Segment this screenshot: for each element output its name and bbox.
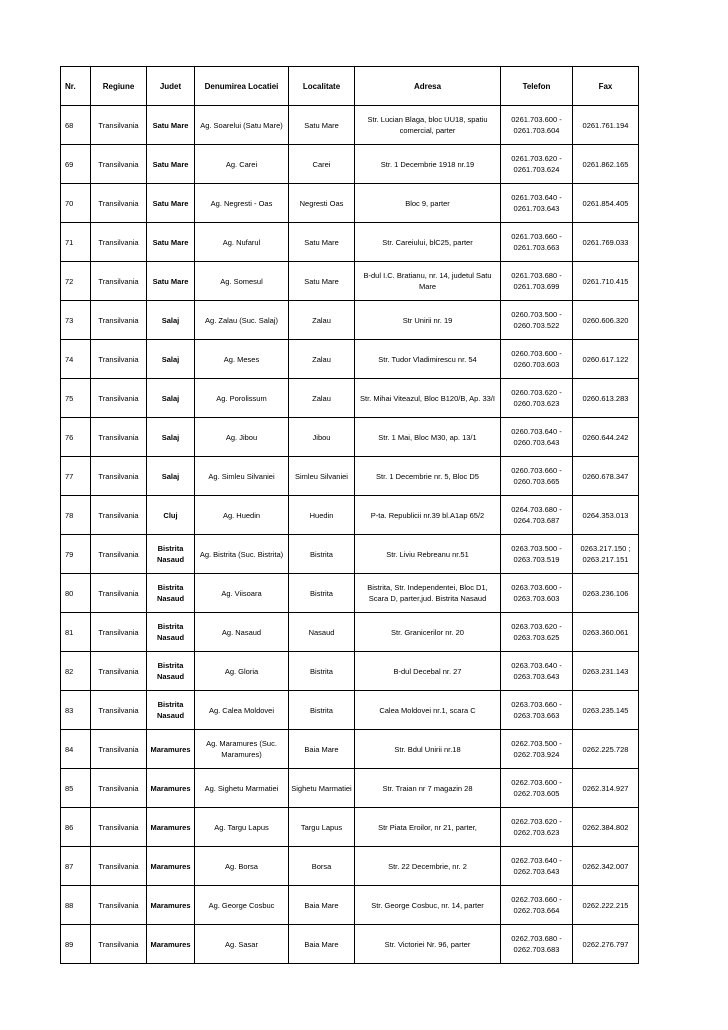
cell-nr: 81 [61,613,91,652]
cell-nr: 71 [61,223,91,262]
cell-localitate: Nasaud [289,613,355,652]
cell-fax: 0262.225.728 [573,730,639,769]
cell-fax: 0261.710.415 [573,262,639,301]
header-localitate: Localitate [289,67,355,106]
cell-judet: Satu Mare [147,145,195,184]
cell-fax: 0261.862.165 [573,145,639,184]
cell-nr: 89 [61,925,91,964]
cell-denumirea-locatiei: Ag. Targu Lapus [195,808,289,847]
table-row [61,145,639,184]
table-row [61,223,639,262]
cell-denumirea-locatiei: Ag. Porolissum [195,379,289,418]
cell-denumirea-locatiei: Ag. Calea Moldovei [195,691,289,730]
cell-localitate: Satu Mare [289,106,355,145]
cell-denumirea-locatiei: Ag. Carei [195,145,289,184]
table-row [61,379,639,418]
cell-telefon: 0262.703.660 - 0262.703.664 [501,886,573,925]
cell-localitate: Targu Lapus [289,808,355,847]
cell-nr: 72 [61,262,91,301]
cell-telefon: 0261.703.640 - 0261.703.643 [501,184,573,223]
cell-regiune: Transilvania [91,496,147,535]
cell-judet: Salaj [147,457,195,496]
cell-denumirea-locatiei: Ag. Somesul [195,262,289,301]
cell-denumirea-locatiei: Ag. Nasaud [195,613,289,652]
cell-fax: 0261.761.194 [573,106,639,145]
cell-telefon: 0263.703.600 - 0263.703.603 [501,574,573,613]
cell-telefon: 0262.703.640 - 0262.703.643 [501,847,573,886]
cell-nr: 69 [61,145,91,184]
table-row [61,769,639,808]
cell-fax: 0262.276.797 [573,925,639,964]
cell-nr: 82 [61,652,91,691]
cell-fax: 0260.617.122 [573,340,639,379]
cell-denumirea-locatiei: Ag. Nufarul [195,223,289,262]
cell-nr: 88 [61,886,91,925]
cell-regiune: Transilvania [91,145,147,184]
cell-nr: 80 [61,574,91,613]
cell-judet: Satu Mare [147,262,195,301]
cell-denumirea-locatiei: Ag. Bistrita (Suc. Bistrita) [195,535,289,574]
cell-regiune: Transilvania [91,301,147,340]
cell-regiune: Transilvania [91,808,147,847]
cell-regiune: Transilvania [91,925,147,964]
cell-fax: 0261.854.405 [573,184,639,223]
cell-telefon: 0261.703.600 - 0261.703.604 [501,106,573,145]
table-row [61,418,639,457]
cell-adresa: Str. Mihai Viteazul, Bloc B120/B, Ap. 33/I [355,379,501,418]
cell-judet: Satu Mare [147,223,195,262]
cell-nr: 75 [61,379,91,418]
cell-localitate: Baia Mare [289,925,355,964]
cell-localitate: Huedin [289,496,355,535]
cell-adresa: Str. Lucian Blaga, bloc UU18, spatiu comercial, parter [355,106,501,145]
table-row [61,496,639,535]
cell-telefon: 0260.703.600 - 0260.703.603 [501,340,573,379]
table-row [61,730,639,769]
cell-adresa: B-dul I.C. Bratianu, nr. 14, judetul Satu Mare [355,262,501,301]
cell-localitate: Bistrita [289,652,355,691]
cell-judet: Bistrita Nasaud [147,535,195,574]
cell-fax: 0262.384.802 [573,808,639,847]
cell-fax: 0262.342.007 [573,847,639,886]
table-header [61,67,639,106]
cell-denumirea-locatiei: Ag. Negresti - Oas [195,184,289,223]
cell-judet: Maramures [147,847,195,886]
cell-regiune: Transilvania [91,262,147,301]
cell-adresa: Bloc 9, parter [355,184,501,223]
cell-fax: 0262.314.927 [573,769,639,808]
cell-adresa: Str. 22 Decembrie, nr. 2 [355,847,501,886]
cell-fax: 0263.235.145 [573,691,639,730]
cell-telefon: 0262.703.500 - 0262.703.924 [501,730,573,769]
cell-nr: 85 [61,769,91,808]
table-row [61,847,639,886]
table-row [61,574,639,613]
table-row [61,184,639,223]
cell-telefon: 0261.703.680 - 0261.703.699 [501,262,573,301]
cell-judet: Bistrita Nasaud [147,613,195,652]
cell-adresa: Str. Tudor Vladimirescu nr. 54 [355,340,501,379]
cell-fax: 0264.353.013 [573,496,639,535]
cell-localitate: Zalau [289,301,355,340]
cell-regiune: Transilvania [91,106,147,145]
header-judet: Judet [147,67,195,106]
cell-telefon: 0264.703.680 - 0264.703.687 [501,496,573,535]
cell-denumirea-locatiei: Ag. Gloria [195,652,289,691]
table-row [61,301,639,340]
cell-regiune: Transilvania [91,340,147,379]
cell-nr: 78 [61,496,91,535]
cell-nr: 79 [61,535,91,574]
cell-judet: Maramures [147,769,195,808]
header-row [61,67,639,106]
cell-telefon: 0261.703.620 - 0261.703.624 [501,145,573,184]
cell-regiune: Transilvania [91,613,147,652]
cell-localitate: Bistrita [289,574,355,613]
cell-telefon: 0261.703.660 - 0261.703.663 [501,223,573,262]
cell-judet: Salaj [147,418,195,457]
cell-telefon: 0262.703.600 - 0262.703.605 [501,769,573,808]
cell-fax: 0263.217.150 ; 0263.217.151 [573,535,639,574]
table-row [61,457,639,496]
cell-regiune: Transilvania [91,886,147,925]
cell-adresa: P-ta. Republicii nr.39 bl.A1ap 65/2 [355,496,501,535]
cell-judet: Maramures [147,808,195,847]
cell-regiune: Transilvania [91,418,147,457]
cell-telefon: 0262.703.680 - 0262.703.683 [501,925,573,964]
cell-regiune: Transilvania [91,652,147,691]
cell-regiune: Transilvania [91,223,147,262]
cell-regiune: Transilvania [91,730,147,769]
cell-judet: Cluj [147,496,195,535]
cell-adresa: Str. Liviu Rebreanu nr.51 [355,535,501,574]
cell-fax: 0263.231.143 [573,652,639,691]
cell-judet: Salaj [147,340,195,379]
agency-table [60,66,639,964]
cell-adresa: Str. 1 Decembrie nr. 5, Bloc D5 [355,457,501,496]
cell-telefon: 0263.703.660 - 0263.703.663 [501,691,573,730]
table-row [61,262,639,301]
cell-localitate: Zalau [289,379,355,418]
cell-localitate: Jibou [289,418,355,457]
cell-adresa: Str. Careiului, blC25, parter [355,223,501,262]
cell-fax: 0260.644.242 [573,418,639,457]
table-row [61,535,639,574]
header-regiune: Regiune [91,67,147,106]
cell-telefon: 0263.703.640 - 0263.703.643 [501,652,573,691]
cell-telefon: 0260.703.660 - 0260.703.665 [501,457,573,496]
cell-localitate: Baia Mare [289,730,355,769]
cell-telefon: 0263.703.500 - 0263.703.519 [501,535,573,574]
cell-judet: Maramures [147,886,195,925]
cell-localitate: Bistrita [289,691,355,730]
cell-judet: Bistrita Nasaud [147,574,195,613]
cell-adresa: Str. 1 Decembrie 1918 nr.19 [355,145,501,184]
table-row [61,886,639,925]
cell-judet: Satu Mare [147,106,195,145]
cell-localitate: Carei [289,145,355,184]
cell-adresa: Str. George Cosbuc, nr. 14, parter [355,886,501,925]
table-row [61,691,639,730]
cell-adresa: Str Piata Eroilor, nr 21, parter, [355,808,501,847]
cell-denumirea-locatiei: Ag. Zalau (Suc. Salaj) [195,301,289,340]
cell-denumirea-locatiei: Ag. Maramures (Suc. Maramures) [195,730,289,769]
cell-adresa: Str. Granicerilor nr. 20 [355,613,501,652]
cell-telefon: 0262.703.620 - 0262.703.623 [501,808,573,847]
cell-nr: 68 [61,106,91,145]
cell-nr: 87 [61,847,91,886]
header-nr: Nr. [61,67,91,106]
cell-denumirea-locatiei: Ag. Jibou [195,418,289,457]
cell-localitate: Zalau [289,340,355,379]
cell-regiune: Transilvania [91,574,147,613]
cell-fax: 0261.769.033 [573,223,639,262]
cell-denumirea-locatiei: Ag. Soarelui (Satu Mare) [195,106,289,145]
cell-judet: Bistrita Nasaud [147,652,195,691]
table-row [61,925,639,964]
cell-denumirea-locatiei: Ag. Sighetu Marmatiei [195,769,289,808]
header-telefon: Telefon [501,67,573,106]
cell-judet: Maramures [147,730,195,769]
cell-nr: 70 [61,184,91,223]
cell-fax: 0263.360.061 [573,613,639,652]
cell-localitate: Negresti Oas [289,184,355,223]
cell-localitate: Borsa [289,847,355,886]
header-fax: Fax [573,67,639,106]
cell-adresa: Str. Victoriei Nr. 96, parter [355,925,501,964]
cell-localitate: Baia Mare [289,886,355,925]
cell-fax: 0260.613.283 [573,379,639,418]
cell-nr: 83 [61,691,91,730]
cell-localitate: Bistrita [289,535,355,574]
table-row [61,106,639,145]
cell-regiune: Transilvania [91,535,147,574]
cell-judet: Bistrita Nasaud [147,691,195,730]
table-row [61,652,639,691]
cell-regiune: Transilvania [91,847,147,886]
cell-localitate: Satu Mare [289,262,355,301]
table-body [61,106,639,964]
header-denumirea-locatiei: Denumirea Locatiei [195,67,289,106]
cell-adresa: Str. Bdul Unirii nr.18 [355,730,501,769]
cell-adresa: B-dul Decebal nr. 27 [355,652,501,691]
cell-regiune: Transilvania [91,379,147,418]
cell-regiune: Transilvania [91,691,147,730]
cell-judet: Maramures [147,925,195,964]
cell-regiune: Transilvania [91,769,147,808]
cell-denumirea-locatiei: Ag. George Cosbuc [195,886,289,925]
cell-denumirea-locatiei: Ag. Simleu Silvaniei [195,457,289,496]
cell-regiune: Transilvania [91,184,147,223]
cell-telefon: 0260.703.620 - 0260.703.623 [501,379,573,418]
cell-adresa: Str. 1 Mai, Bloc M30, ap. 13/1 [355,418,501,457]
cell-nr: 73 [61,301,91,340]
cell-adresa: Calea Moldovei nr.1, scara C [355,691,501,730]
cell-fax: 0263.236.106 [573,574,639,613]
cell-nr: 77 [61,457,91,496]
cell-denumirea-locatiei: Ag. Viisoara [195,574,289,613]
cell-denumirea-locatiei: Ag. Meses [195,340,289,379]
cell-adresa: Bistrita, Str. Independentei, Bloc D1, Scara D, parter,jud. Bistrita Nasaud [355,574,501,613]
header-adresa: Adresa [355,67,501,106]
table-row [61,340,639,379]
cell-telefon: 0260.703.500 - 0260.703.522 [501,301,573,340]
cell-nr: 76 [61,418,91,457]
cell-nr: 74 [61,340,91,379]
cell-localitate: Satu Mare [289,223,355,262]
cell-denumirea-locatiei: Ag. Huedin [195,496,289,535]
cell-regiune: Transilvania [91,457,147,496]
cell-adresa: Str. Traian nr 7 magazin 28 [355,769,501,808]
cell-telefon: 0260.703.640 - 0260.703.643 [501,418,573,457]
cell-denumirea-locatiei: Ag. Borsa [195,847,289,886]
cell-nr: 84 [61,730,91,769]
cell-fax: 0260.606.320 [573,301,639,340]
cell-denumirea-locatiei: Ag. Sasar [195,925,289,964]
cell-fax: 0260.678.347 [573,457,639,496]
cell-adresa: Str Unirii nr. 19 [355,301,501,340]
cell-judet: Satu Mare [147,184,195,223]
cell-judet: Salaj [147,301,195,340]
cell-telefon: 0263.703.620 - 0263.703.625 [501,613,573,652]
cell-fax: 0262.222.215 [573,886,639,925]
table-row [61,613,639,652]
cell-judet: Salaj [147,379,195,418]
cell-localitate: Sighetu Marmatiei [289,769,355,808]
cell-nr: 86 [61,808,91,847]
table-row [61,808,639,847]
cell-localitate: Simleu Silvaniei [289,457,355,496]
